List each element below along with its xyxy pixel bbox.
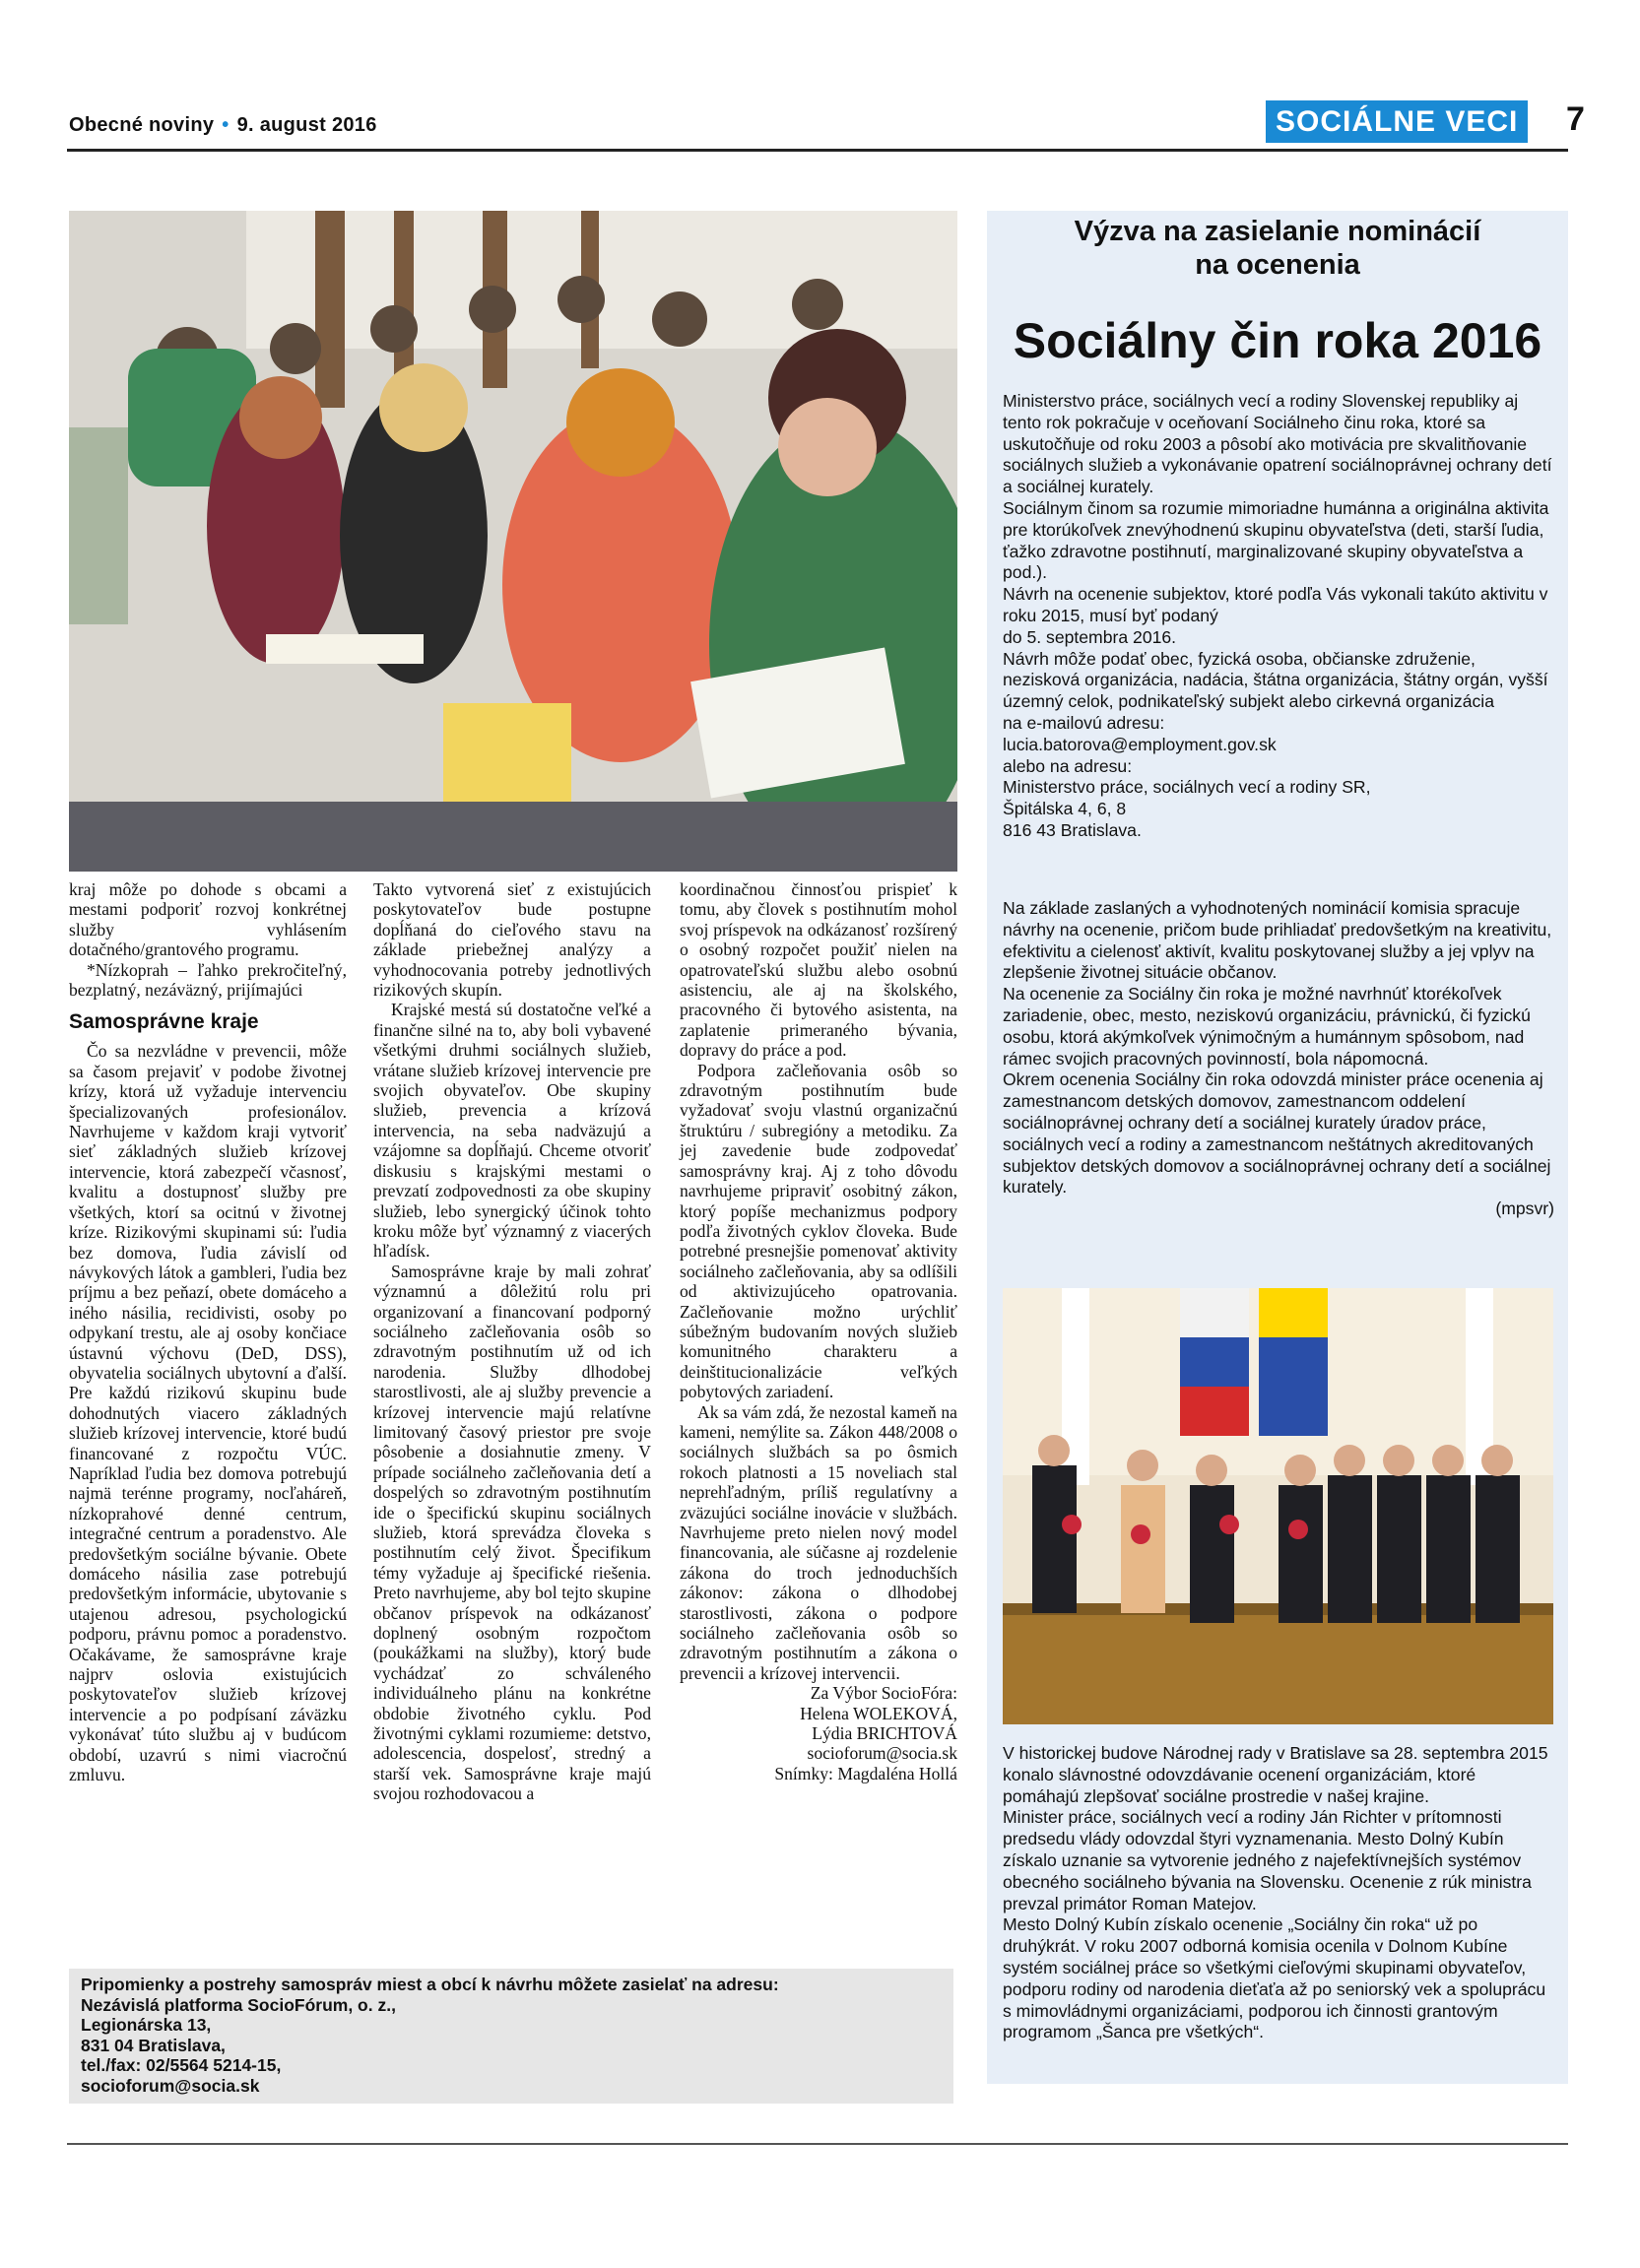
section-heading: Samosprávne kraje bbox=[69, 1010, 259, 1034]
sidebar-paragraph: Na základe zaslaných a vyhodnotených nominácií komisia spracuje návrhy na ocenenie, pričom bude prihliadať predovšetkým na kreativitu, efektivitu a cielenosť aktivít, kvalitu poskytovanej služby a jej vplyv na zlepšenie životnej situácie občanov. bbox=[1003, 898, 1552, 983]
sidebar-title: Sociálny čin roka 2016 bbox=[1013, 313, 1542, 368]
article-paragraph: Samosprávne kraje by mali zohrať významnú a dôležitú rolu pri organizovaní a financovaní podporný sociálneho začleňovania osôb so zdravotným postihnutím už od ich narodenia. Služby dlhodobej starostlivosti, ale aj služby prevencie a krízovej intervencie majú relatívne limitovaný časový priestor pre svoje pôsobenie a dosiahnutie zmeny. V prípade sociálneho začleňovania detí a dospelých so zdravotným postihnutím ide o špecifickú skupinu sociálnych služieb, ktorá sprevádza človeka s postihnutím celý život. Špecifikum témy vyžaduje aj špecifické riešenia. Preto navrhujeme, aby bol tejto skupine občanov príspevok na odkázanosť doplnený osobným rozpočtom (poukážkami na služby), ktorý bude vychádzať zo schváleného individuálneho plánu na konkrétne obdobie životného cyklu. Pod životnými cyklami rozumieme: detstvo, adolescencia, dospelosť, stredný a starší vek. Samosprávne kraje majú svojou rozhodovacou a bbox=[373, 1261, 651, 1804]
sidebar-text-block-2 bbox=[1003, 898, 1554, 1220]
article-paragraph: Krajské mestá sú dostatočne veľké a finančne silné na to, aby boli vybavené všetkými druhmi sociálnych služieb, vrátane služieb krízovej intervencie pre svojich obyvateľov. Obe skupiny služieb, prevencia a krízová intervencia, na seba nadväzujú a vzájomne sa dopĺňajú. Chceme otvoriť diskusiu s krajskými mestami o prevzatí zodpovednosti za obe skupiny služieb, lebo synergický účinok tohto kroku môže byť významný z viacerých hľadísk. bbox=[373, 1000, 651, 1262]
contact-box-line: Nezávislá platforma SocioFórum, o. z., bbox=[81, 1994, 396, 2015]
photo-caption bbox=[1003, 1743, 1554, 2043]
header-rule bbox=[67, 149, 1568, 152]
sidebar-paragraph: na e-mailovú adresu: bbox=[1003, 712, 1165, 733]
sidebar-paragraph: Návrh na ocenenie subjektov, ktoré podľa Vás vykonali takúto aktivitu v roku 2015, musí byť podaný bbox=[1003, 584, 1548, 625]
running-header bbox=[69, 114, 377, 137]
sidebar-subheading bbox=[987, 215, 1568, 282]
sidebar-subheading-line: na ocenenia bbox=[1195, 249, 1360, 281]
award-ceremony-photo bbox=[1003, 1288, 1553, 1724]
address-line: 816 43 Bratislava. bbox=[1003, 819, 1142, 840]
address-line: Ministerstvo práce, sociálnych vecí a rodiny SR, bbox=[1003, 777, 1371, 798]
article-paragraph: Čo sa nezvládne v prevencii, môže sa časom prejaviť v podobe životnej krízy, ktorá už vyžaduje intervenciu špecializovaných profesionálov. Navrhujeme v každom kraji vytvoriť sieť základných služieb krízovej intervencie, ktorá zabezpečí včasnosť, kvalitu a dostupnosť služby pre všetkých, ktorí sa ocitnú v životnej kríze. Rizikovými skupinami sú: ľudia bez domova, ľudia závislí od návykových látok a gambleri, ľudia bez príjmu a bez peňazí, obete domáceho a iného násilia, recidivisti, osoby po odpykaní trestu, ale aj osoby končiace ústavnú výchovu (DeD, DSS), obyvatelia sociálnych ubytovní a ďalší. Pre každú rizikovú skupinu bude dohodnutých viacero základných služieb krízovej intervencie, ktoré budú financované z rozpočtu VÚC. Napríklad ľudia bez domova potrebujú najmä terénne programy, nocľaháreň, nízkoprahové denné centrum, integračné centrum a poradenstvo. Ale predovšetkým sociálne bývanie. Obete domáceho násilia zase potrebujú predovšetkým informácie, ubytovanie s utajenou adresou, psychologickú podporu, právnu pomoc a poradenstvo. Očakávame, že samosprávne kraje najprv oslovia existujúcich poskytovateľov služieb krízovej intervencie a po podpísaní záväzku vykonávať túto službu aj v budúcom období, uzavrú s nimi viacročnú zmluvu. bbox=[69, 1041, 347, 1785]
contact-box-line: 831 04 Bratislava, bbox=[81, 2035, 226, 2055]
deadline: do 5. septembra 2016. bbox=[1003, 626, 1177, 647]
sidebar-paragraph: alebo na adresu: bbox=[1003, 755, 1133, 776]
contact-box-line: tel./fax: 02/5564 5214-15, bbox=[81, 2055, 282, 2076]
sidebar-paragraph: Sociálnym činom sa rozumie mimoriadne humánna a originálna aktivita pre ktorúkoľvek znevýhodnenú skupinu obyvateľstva (deti, starší ľudia, ťažko zdravotne postihnutí, marginalizované skupiny obyvateľstva a pod.). bbox=[1003, 497, 1549, 583]
caption-paragraph: V historickej budove Národnej rady v Bratislave sa 28. septembra 2015 konalo slávnostné odovzdávanie ocenení organizáciám, ktoré pomáhajú zlepšovať sociálne prostredie v našej krajine. bbox=[1003, 1743, 1548, 1806]
sidebar-paragraph: Okrem ocenenia Sociálny čin roka odovzdá minister práce ocenenia aj zamestnancom detských domovov, zamestnancom oddelení sociálnoprávnej ochrany detí a sociálnej kurately úradov práce, sociálnych vecí a rodiny a zamestnancom neštátnych akreditovaných subjektov detských domovov a sociálnoprávnej ochrany detí a sociálnej kurately. bbox=[1003, 1069, 1551, 1198]
footnote: *Nízkoprah – ľahko prekročiteľný, bezplatný, nezáväzný, prijímajúci bbox=[69, 959, 347, 1001]
article-column-3 bbox=[680, 879, 957, 1783]
bullet-dot-icon: • bbox=[222, 114, 230, 136]
conference-audience-photo bbox=[69, 211, 957, 872]
issue-date: 9. august 2016 bbox=[236, 114, 377, 136]
sidebar-signature: (mpsvr) bbox=[1495, 1199, 1554, 1219]
sidebar-paragraph: Na ocenenie za Sociálny čin roka je možné navrhnúť ktorékoľvek zariadenie, obec, mesto, neziskovú organizáciu, právnickú, či fyzickú osobu, ktorá akýmkoľvek výnimočným a humánnym spôsobom, nad rámec svojich pracovných povinností, bola nápomocná. bbox=[1003, 984, 1531, 1069]
article-paragraph: Podpora začleňovania osôb so zdravotným postihnutím bude vyžadovať svoju vlastnú organizačnú štruktúru / subregióny a metodiku. Za jej zavedenie bude zodpovedať samosprávny kraj. Aj z toho dôvodu navrhujeme pripraviť osobitný zákon, ktorý popíše mechanizmus podpory podľa životných cyklov človeka. Bude potrebné presnejšie pomenovať aktivity sociálneho začleňovania, aby sa odlíšili od aktivizujúceho opatrovania. Začleňovanie možno urýchliť súbežným budovaním nových služieb komunitného charakteru a deinštitucionalizácie veľkých pobytových zariadení. bbox=[680, 1060, 957, 1402]
signature-line: Helena WOLEKOVÁ, bbox=[800, 1703, 957, 1723]
signature-line: Lýdia BRICHTOVÁ bbox=[812, 1723, 957, 1744]
contact-box-line: Pripomienky a postrehy samospráv miest a obcí k návrhu môžete zasielať na adresu: bbox=[81, 1975, 779, 1994]
contact-box bbox=[69, 1969, 953, 2104]
photo-credit: Snímky: Magdaléna Hollá bbox=[774, 1763, 957, 1783]
article-column-2 bbox=[373, 879, 651, 1804]
sidebar-paragraph: Návrh môže podať obec, fyzická osoba, občianske združenie, nezisková organizácia, nadácia, štátna organizácia, štátny orgán, vyšší územný celok, podnikateľský subjekt alebo cirkevná organizácia bbox=[1003, 648, 1548, 712]
article-paragraph: Takto vytvorená sieť z existujúcich poskytovateľov bude postupne dopĺňaná do cieľového stavu na základe priebežnej analýzy a vyhodnocovania potreby jednotlivých rizikových skupín. bbox=[373, 879, 651, 1001]
article-paragraph: kraj môže po dohode s obcami a mestami podporiť rozvoj konkrétnej služby vyhlásením dotačného/grantového programu. bbox=[69, 879, 347, 960]
article-paragraph: koordinačnou činnosťou prispieť k tomu, aby človek s postihnutím mohol svoj príspevok na odkázanosť rozšírený o osobný rozpočet použiť nielen na opatrovateľskú službu alebo osobnú asistenciu, ale aj na školského, pracovného či bytového asistenta, na zaplatenie primeraného bývania, dopravy do práce a pod. bbox=[680, 879, 957, 1061]
page-number: 7 bbox=[1566, 100, 1585, 138]
section-label: SOCIÁLNE VECI bbox=[1266, 100, 1528, 143]
sidebar-paragraph: Ministerstvo práce, sociálnych vecí a rodiny Slovenskej republiky aj tento rok pokračuje v oceňovaní Sociálneho činu roka, ktoré sa uskutočňuje od roku 2003 a pôsobí ako motivácia pre skvalitňovanie sociálnych služieb a vykonávanie opatrení sociálnoprávnej ochrany detí a sociálnej kurately. bbox=[1003, 391, 1552, 497]
article-paragraph: Ak sa vám zdá, že nezostal kameň na kameni, nemýlite sa. Zákon 448/2008 o sociálnych službách sa po ôsmich rokoch platnosti a 15 noveliach stal neprehľadným, príliš regulatívny a zväzujúci sociálne inovácie v službách. Navrhujeme preto nielen nový model financovania, ale súčasne aj rozdelenie zákona do troch jednoduchších zákonov: zákona o dlhodobej starostlivosti, zákona o podpore sociálneho začleňovania osôb so zdravotným postihnutím a zákona o prevencii a krízovej intervencii. bbox=[680, 1401, 957, 1683]
address-line: Špitálska 4, 6, 8 bbox=[1003, 799, 1127, 819]
contact-email: lucia.batorova@employment.gov.sk bbox=[1003, 734, 1277, 754]
signature-email: socioforum@socia.sk bbox=[807, 1743, 957, 1764]
signature-line: Za Výbor SocioFóra: bbox=[810, 1683, 957, 1704]
caption-paragraph: Minister práce, sociálnych vecí a rodiny Ján Richter v prítomnosti predsedu vlády odovzdal štyri vyznamenania. Mesto Dolný Kubín získalo uznanie sa vytvorenie jedného z najefektívnejších systémov obecného sociálneho bývania na Slovensku. Ocenenie z rúk ministra prevzal primátor Roman Matejov. bbox=[1003, 1807, 1532, 1913]
sidebar-subheading-line: Výzva na zasielanie nominácií bbox=[1074, 216, 1481, 247]
contact-box-line: Legionárska 13, bbox=[81, 2015, 212, 2036]
contact-box-email: socioforum@socia.sk bbox=[81, 2075, 260, 2096]
caption-paragraph: Mesto Dolný Kubín získalo ocenenie „Sociálny čin roka“ už po druhýkrát. V roku 2007 odborná komisia ocenila v Dolnom Kubíne systém sociálnej práce so všetkými cieľovými skupinami obyvateľov, podporu rodiny od narodenia dieťaťa až po seniorský vek a spoluprácu s mimovládnymi organizáciami, podporou ich činnosti grantovým programom „Šanca pre všetkých“. bbox=[1003, 1914, 1546, 2042]
publication-name: Obecné noviny bbox=[69, 114, 215, 136]
footer-rule bbox=[67, 2143, 1568, 2145]
sidebar-text-block-1 bbox=[1003, 391, 1554, 842]
article-column-1 bbox=[69, 879, 347, 1784]
